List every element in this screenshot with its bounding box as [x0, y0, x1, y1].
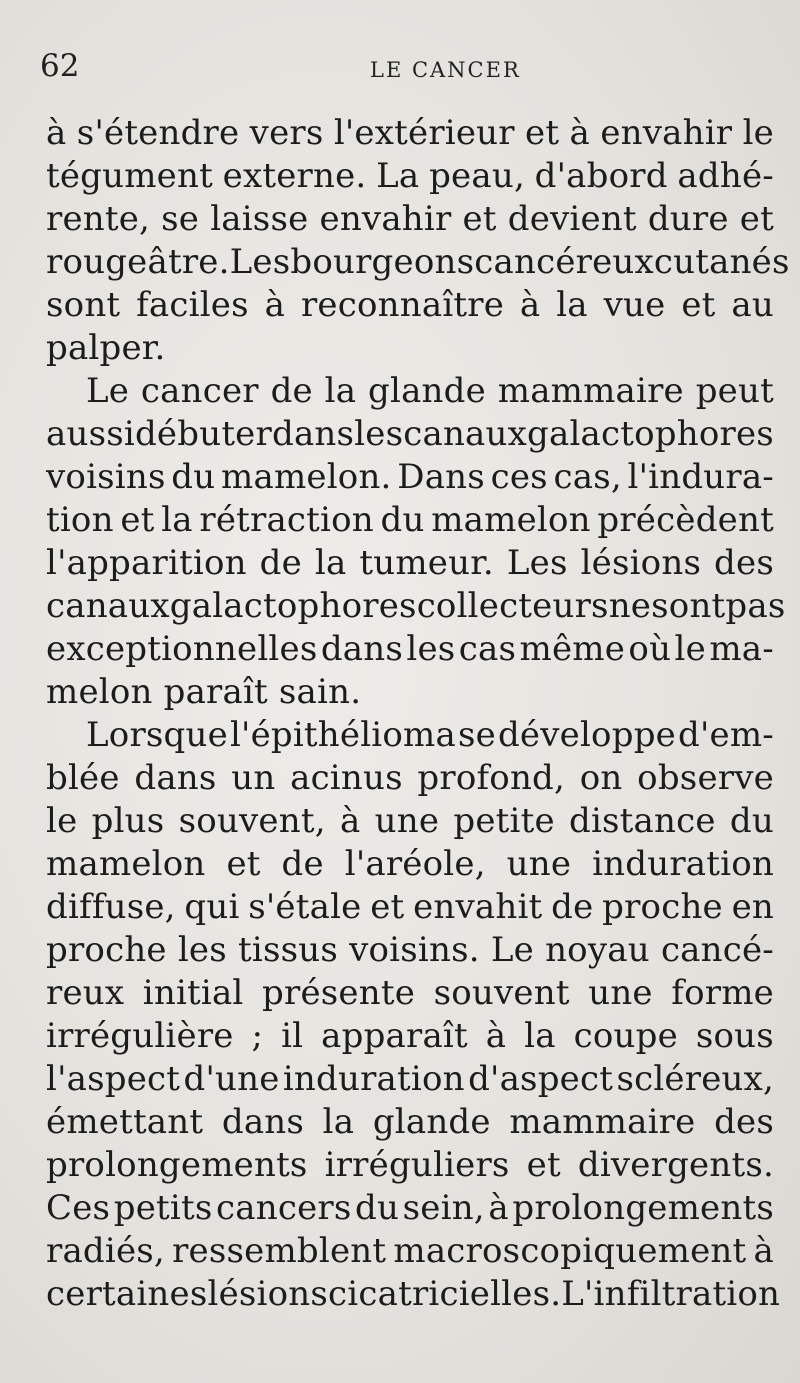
word: tumeur.: [359, 543, 494, 583]
word: au: [731, 285, 774, 325]
word: une: [374, 801, 440, 841]
word: mamelon: [46, 844, 206, 884]
running-head: LE CANCER: [370, 58, 521, 82]
text-line: [46, 198, 774, 241]
word: laisse: [210, 199, 309, 239]
word: palper.: [46, 328, 166, 368]
word: dans: [320, 629, 404, 669]
word: dure: [647, 199, 729, 239]
text-line: [46, 800, 774, 843]
word: on: [579, 758, 623, 798]
word: cicatricielles.: [328, 1274, 562, 1314]
word: d'em-: [678, 715, 774, 755]
word: rougeâtre.: [46, 242, 230, 282]
text-line: [46, 929, 774, 972]
word: diffuse,: [46, 887, 176, 927]
word: envahir: [319, 199, 452, 239]
text-line: [46, 155, 774, 198]
word: petits: [113, 1188, 213, 1228]
word: l'épithélioma: [229, 715, 456, 755]
word: ressemblent: [172, 1231, 387, 1271]
word: à: [488, 1188, 509, 1228]
word: dans: [134, 758, 217, 798]
word: initial: [142, 973, 244, 1013]
text-line: [46, 1015, 774, 1058]
word: d'aspect: [468, 1059, 614, 1099]
word: débuter: [134, 414, 272, 454]
word: dans: [271, 414, 355, 454]
word: petite: [453, 801, 555, 841]
word: rétraction: [199, 500, 374, 540]
word: sont: [46, 285, 121, 325]
word: sont: [651, 586, 726, 626]
text-line: [46, 284, 774, 327]
word: même: [519, 629, 626, 669]
text-line: [46, 671, 774, 714]
text-line: [46, 1144, 774, 1187]
word: et: [462, 199, 497, 239]
text-line: [46, 327, 774, 370]
page-header: [40, 48, 760, 88]
word: collecteurs: [416, 586, 609, 626]
word: acinus: [290, 758, 403, 798]
word: d'une: [183, 1059, 280, 1099]
word: mamelon: [431, 500, 591, 540]
word: se: [457, 715, 496, 755]
word: envahit: [413, 887, 543, 927]
word: du: [171, 457, 216, 497]
word: prolongements: [512, 1188, 774, 1228]
word: tissus: [238, 930, 338, 970]
word: certaines: [46, 1274, 208, 1314]
word: rente,: [46, 199, 151, 239]
word: paraît: [163, 672, 268, 712]
word: irréguliers: [324, 1145, 510, 1185]
word: prolongements: [46, 1145, 308, 1185]
word: souvent: [433, 973, 570, 1013]
word: exceptionnelles: [46, 629, 318, 669]
word: devient: [507, 199, 637, 239]
word: lésions: [207, 1274, 329, 1314]
word: en: [731, 887, 774, 927]
word: s'étendre: [76, 113, 240, 153]
word: irrégulière: [46, 1016, 234, 1056]
word: galactophores: [169, 586, 417, 626]
word: cas: [458, 629, 517, 669]
word: des: [714, 543, 774, 583]
word: une: [588, 973, 653, 1013]
word: envahir: [600, 113, 733, 153]
text-line: [46, 542, 774, 585]
word: L'infiltration: [561, 1274, 781, 1314]
word: et: [525, 113, 560, 153]
word: à: [46, 113, 67, 153]
word: vue: [603, 285, 666, 325]
word: à: [339, 801, 361, 841]
text-line: [46, 886, 774, 929]
word: la: [556, 285, 588, 325]
text-line: [46, 1230, 774, 1273]
word: à: [753, 1231, 774, 1271]
word: de: [551, 887, 594, 927]
word: faciles: [136, 285, 249, 325]
page-number: 62: [40, 48, 80, 84]
word: coupe: [573, 1016, 678, 1056]
word: cancé-: [660, 930, 774, 970]
word: un: [231, 758, 276, 798]
word: forme: [671, 973, 774, 1013]
word: Dans: [397, 457, 485, 497]
word: du: [729, 801, 774, 841]
word: le: [742, 113, 774, 153]
word: et: [226, 844, 261, 884]
word: à: [519, 285, 541, 325]
word: proche: [46, 930, 167, 970]
word: Les: [506, 543, 568, 583]
text-line: [46, 456, 774, 499]
word: Lorsque: [86, 715, 228, 755]
word: cancers: [216, 1188, 352, 1228]
word: peut: [695, 371, 774, 411]
word: la: [161, 500, 193, 540]
text-line: [46, 757, 774, 800]
word: reconnaître: [300, 285, 505, 325]
word: se: [161, 199, 200, 239]
word: s'étale: [248, 887, 362, 927]
word: La: [376, 156, 420, 196]
text-line: [46, 843, 774, 886]
word: ma-: [709, 629, 774, 669]
text-line: [46, 585, 786, 628]
word: canaux: [403, 414, 528, 454]
text-line: [46, 499, 774, 542]
word: voisins: [46, 457, 166, 497]
word: cas,: [553, 457, 622, 497]
word: l'aréole,: [344, 844, 486, 884]
word: proche: [602, 887, 723, 927]
word: mamelon.: [221, 457, 392, 497]
text-line: [46, 1273, 781, 1316]
text-line: [46, 714, 774, 757]
word: du: [355, 1188, 400, 1228]
text-line: [46, 972, 774, 1015]
word: de: [259, 543, 302, 583]
word: la: [524, 1016, 556, 1056]
word: du: [380, 500, 425, 540]
word: cancer: [140, 371, 259, 411]
word: canaux: [46, 586, 170, 626]
word: blée: [46, 758, 120, 798]
word: peau,: [429, 156, 525, 196]
word: tégument: [46, 156, 213, 196]
word: distance: [568, 801, 716, 841]
word: l'apparition: [46, 543, 247, 583]
word: mammaire: [497, 371, 684, 411]
word: une: [506, 844, 572, 884]
word: Ces: [46, 1188, 111, 1228]
word: à: [569, 113, 591, 153]
body-text: [46, 112, 790, 1316]
word: de: [270, 371, 313, 411]
word: le: [46, 801, 78, 841]
word: induration: [282, 1059, 465, 1099]
word: bourgeons: [290, 242, 475, 282]
word: Les: [229, 242, 291, 282]
word: apparaît: [321, 1016, 468, 1056]
word: et: [370, 887, 405, 927]
word: pas: [725, 586, 786, 626]
word: profond,: [417, 758, 566, 798]
word: de: [281, 844, 324, 884]
word: sain.: [278, 672, 362, 712]
word: développe: [497, 715, 676, 755]
word: à: [485, 1016, 507, 1056]
word: galactophores: [527, 414, 774, 454]
word: lésions: [580, 543, 702, 583]
word: l'aspect: [46, 1059, 181, 1099]
word: et: [120, 500, 155, 540]
word: observe: [637, 758, 774, 798]
word: des: [714, 1102, 774, 1142]
word: il: [281, 1016, 304, 1056]
text-line: [46, 241, 790, 284]
word: dans: [221, 1102, 305, 1142]
word: et: [526, 1145, 561, 1185]
word: d'abord: [534, 156, 668, 196]
word: glande: [372, 1102, 491, 1142]
word: ces: [490, 457, 548, 497]
word: les: [177, 930, 227, 970]
word: émettant: [46, 1102, 204, 1142]
word: qui: [184, 887, 240, 927]
word: où: [628, 629, 672, 669]
word: ne: [608, 586, 652, 626]
word: l'indura-: [627, 457, 774, 497]
text-line: [46, 1058, 774, 1101]
word: et: [681, 285, 716, 325]
word: voisins.: [349, 930, 480, 970]
word: aussi: [46, 414, 135, 454]
word: mammaire: [509, 1102, 696, 1142]
word: noyau: [545, 930, 650, 970]
word: divergents.: [577, 1145, 774, 1185]
word: induration: [592, 844, 774, 884]
word: les: [354, 414, 404, 454]
word: radiés,: [46, 1231, 165, 1271]
word: à: [264, 285, 286, 325]
word: macroscopiquement: [393, 1231, 747, 1271]
word: glande: [368, 371, 486, 411]
word: précèdent: [597, 500, 774, 540]
word: présente: [262, 973, 416, 1013]
word: Le: [86, 371, 130, 411]
word: la: [314, 543, 347, 583]
word: et: [739, 199, 774, 239]
word: reux: [46, 973, 125, 1013]
word: le: [674, 629, 706, 669]
word: sous: [695, 1016, 774, 1056]
text-line: [46, 370, 774, 413]
word: externe.: [222, 156, 367, 196]
word: vers: [249, 113, 324, 153]
word: scléreux,: [616, 1059, 774, 1099]
word: cutanés: [653, 242, 790, 282]
text-line: [46, 112, 774, 155]
word: cancéreux: [474, 242, 654, 282]
word: Le: [490, 930, 534, 970]
text-line: [46, 1101, 774, 1144]
word: ;: [251, 1016, 264, 1056]
word: l'extérieur: [333, 113, 515, 153]
word: plus: [91, 801, 165, 841]
word: souvent,: [178, 801, 326, 841]
word: sein,: [402, 1188, 485, 1228]
word: melon: [46, 672, 153, 712]
word: la: [324, 371, 357, 411]
text-line: [46, 413, 774, 456]
text-line: [46, 628, 774, 671]
word: adhé-: [677, 156, 774, 196]
word: tion: [46, 500, 114, 540]
text-line: [46, 1187, 774, 1230]
word: les: [406, 629, 456, 669]
word: la: [322, 1102, 355, 1142]
